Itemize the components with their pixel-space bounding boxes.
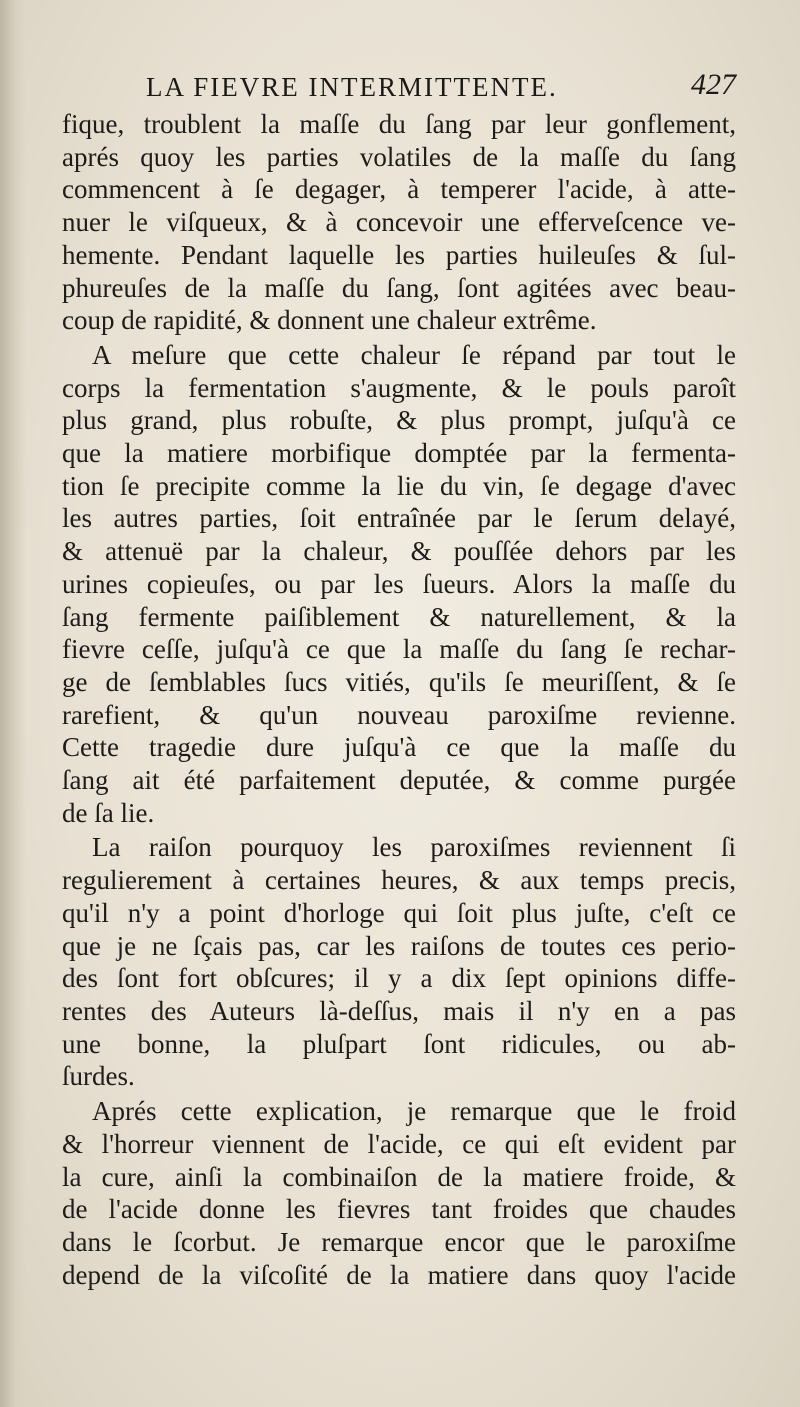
page-number: 427	[691, 68, 736, 101]
paragraph-3	[62, 831, 736, 1093]
paragraph-2	[62, 339, 736, 830]
text-line: & attenuë par la chaleur, & pouſſée dehors par les	[62, 536, 736, 567]
text-line: coup de rapidité, & donnent une chaleur extrême.	[62, 305, 597, 336]
text-line: la cure, ainſi la combinaiſon de la matiere froide, &	[62, 1161, 736, 1192]
text-line: corps la fermentation s'augmente, & le pouls paroît	[62, 372, 736, 403]
text-line: ſurdes.	[62, 1061, 135, 1092]
text-line: dans le ſcorbut. Je remarque encor que le paroxiſme	[62, 1226, 736, 1257]
text-line: de l'acide donne les fievres tant froides que chaudes	[62, 1194, 736, 1225]
paragraph-4	[62, 1095, 736, 1291]
page-gutter-shadow	[0, 0, 26, 1407]
text-line: que je ne ſçais pas, car les raiſons de toutes ces perio-	[62, 930, 736, 961]
text-line: nuer le viſqueux, & à concevoir une efferveſcence ve-	[62, 207, 736, 238]
text-line: les autres parties, ſoit entraînée par le ſerum delayé,	[62, 503, 736, 534]
paragraph-1	[62, 108, 736, 337]
text-line: urines copieuſes, ou par les ſueurs. Alors la maſſe du	[62, 568, 736, 599]
text-line: & l'horreur viennent de l'acide, ce qui eſt evident par	[62, 1128, 736, 1159]
text-line: que la matiere morbifique domptée par la fermenta-	[62, 438, 736, 469]
text-line: phureuſes de la maſſe du ſang, ſont agitées avec beau-	[62, 272, 736, 303]
text-line: ſang ait été parfaitement deputée, & comme purgée	[62, 765, 736, 796]
text-line: La raiſon pourquoy les paroxiſmes reviennent ſi	[92, 832, 736, 863]
body-text	[62, 108, 736, 1291]
text-line: ſang fermente paiſiblement & naturellement, & la	[62, 601, 736, 632]
text-line: Aprés cette explication, je remarque que le froid	[92, 1096, 736, 1127]
text-line: plus grand, plus robuſte, & plus prompt, juſqu'à ce	[62, 405, 736, 436]
text-line: hemente. Pendant laquelle les parties huileuſes & ſul-	[62, 239, 736, 270]
text-line: ge de ſemblables ſucs vitiés, qu'ils ſe meuriſſent, & ſe	[62, 666, 736, 697]
text-line: qu'il n'y a point d'horloge qui ſoit plus juſte, c'eſt ce	[62, 897, 736, 928]
text-line: Cette tragedie dure juſqu'à ce que la maſſe du	[62, 732, 736, 763]
page-header	[146, 68, 736, 108]
text-line: fique, troublent la maſſe du ſang par leur gonflement,	[62, 109, 736, 139]
text-line: une bonne, la pluſpart ſont ridicules, ou ab-	[62, 1028, 736, 1059]
text-line: de ſa lie.	[62, 797, 155, 828]
text-line: A meſure que cette chaleur ſe répand par tout le	[92, 339, 736, 370]
text-line: aprés quoy les parties volatiles de la maſſe du ſang	[62, 141, 736, 172]
text-line: rentes des Auteurs là-deſſus, mais il n'y en a pas	[62, 995, 736, 1026]
text-line: rarefient, & qu'un nouveau paroxiſme revienne.	[62, 699, 736, 730]
text-line: depend de la viſcoſité de la matiere dans quoy l'acide	[62, 1259, 736, 1290]
text-line: des ſont fort obſcures; il y a dix ſept opinions diffe-	[62, 963, 736, 994]
running-head: LA FIEVRE INTERMITTENTE.	[146, 72, 558, 102]
text-line: fievre ceſſe, juſqu'à ce que la maſſe du ſang ſe rechar-	[62, 634, 736, 665]
text-line: tion ſe precipite comme la lie du vin, ſe degage d'avec	[62, 470, 736, 501]
text-line: commencent à ſe degager, à temperer l'acide, à atte-	[62, 174, 736, 205]
text-line: regulierement à certaines heures, & aux temps precis,	[62, 865, 736, 896]
